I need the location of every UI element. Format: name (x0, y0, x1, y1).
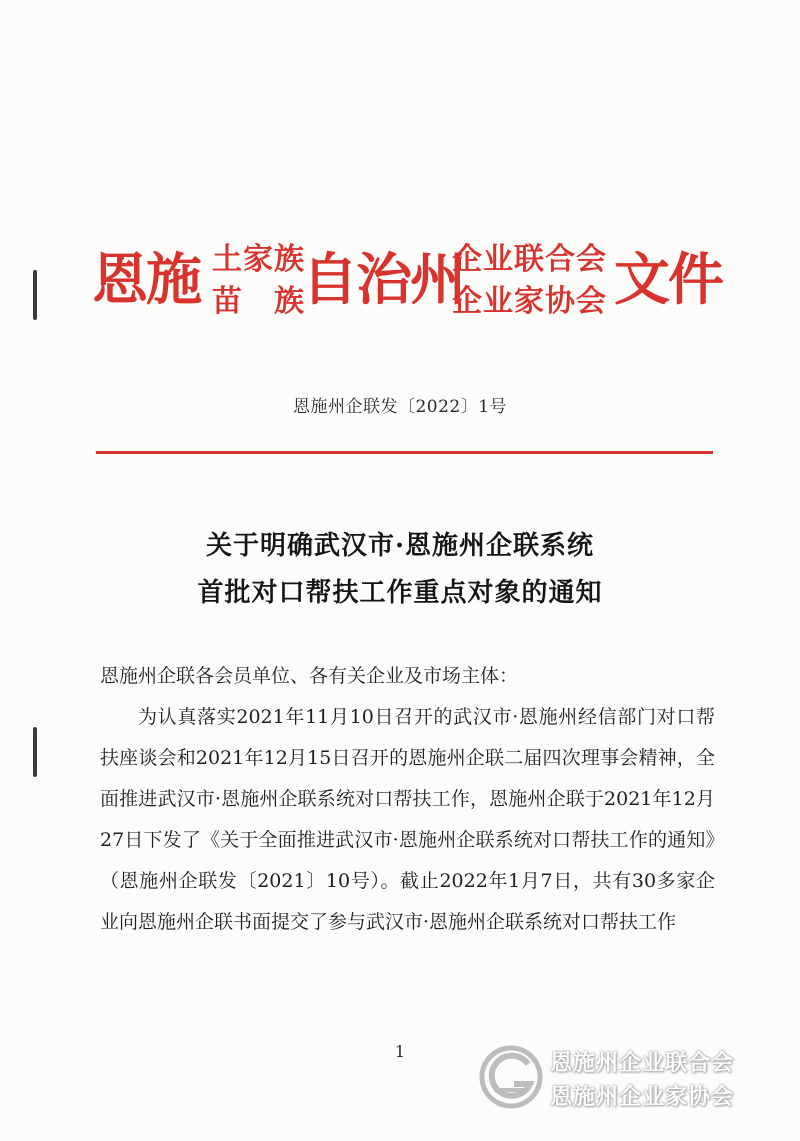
red-separator-line (96, 451, 713, 454)
watermark (478, 1040, 793, 1118)
watermark-line-1: 恩施州企业联合会 (550, 1051, 735, 1076)
document-number: 恩施州企联发〔2022〕1号 (292, 397, 508, 417)
masthead-small-top-right: 企业联合会 (452, 242, 607, 277)
body-paragraph: 为认真落实2021年11月10日召开的武汉市·恩施州经信部门对口帮扶座谈会和2021年12月15日召开的恩施州企联二届四次理事会精神，全面推进武汉市·恩施州企联系统对口帮扶工作，恩施州企联于2021年12月27日下发了《关于全面推进武汉市·恩施州企联系统对口帮扶工作的通知》（恩施州企联发〔2021〕10号）。截止2022年1月7日，共有30多家企业向恩施州企联书面提交了参与武汉市·恩施州企联系统对口帮扶工作 (100, 706, 715, 933)
red-masthead (92, 232, 722, 332)
masthead-small-top-left: 土家族 (212, 242, 305, 277)
masthead-small-bottom-left: 苗 族 (212, 284, 305, 319)
title-line-2: 首批对口帮扶工作重点对象的通知 (197, 578, 603, 608)
page-number: 1 (394, 1042, 406, 1061)
title-line-1: 关于明确武汉市·恩施州企联系统 (205, 531, 595, 561)
masthead-part3: 文件 (614, 247, 722, 313)
binding-mark-top (33, 270, 37, 320)
masthead-part2: 自治州 (302, 247, 464, 313)
watermark-line-2: 恩施州企业家协会 (550, 1085, 735, 1110)
federation-logo-icon (478, 1044, 544, 1110)
masthead-part1: 恩施 (92, 247, 200, 313)
binding-mark-middle (33, 727, 37, 777)
masthead-small-bottom-right: 企业家协会 (452, 284, 607, 319)
salutation: 恩施州企联各会员单位、各有关企业及市场主体： (100, 665, 519, 687)
